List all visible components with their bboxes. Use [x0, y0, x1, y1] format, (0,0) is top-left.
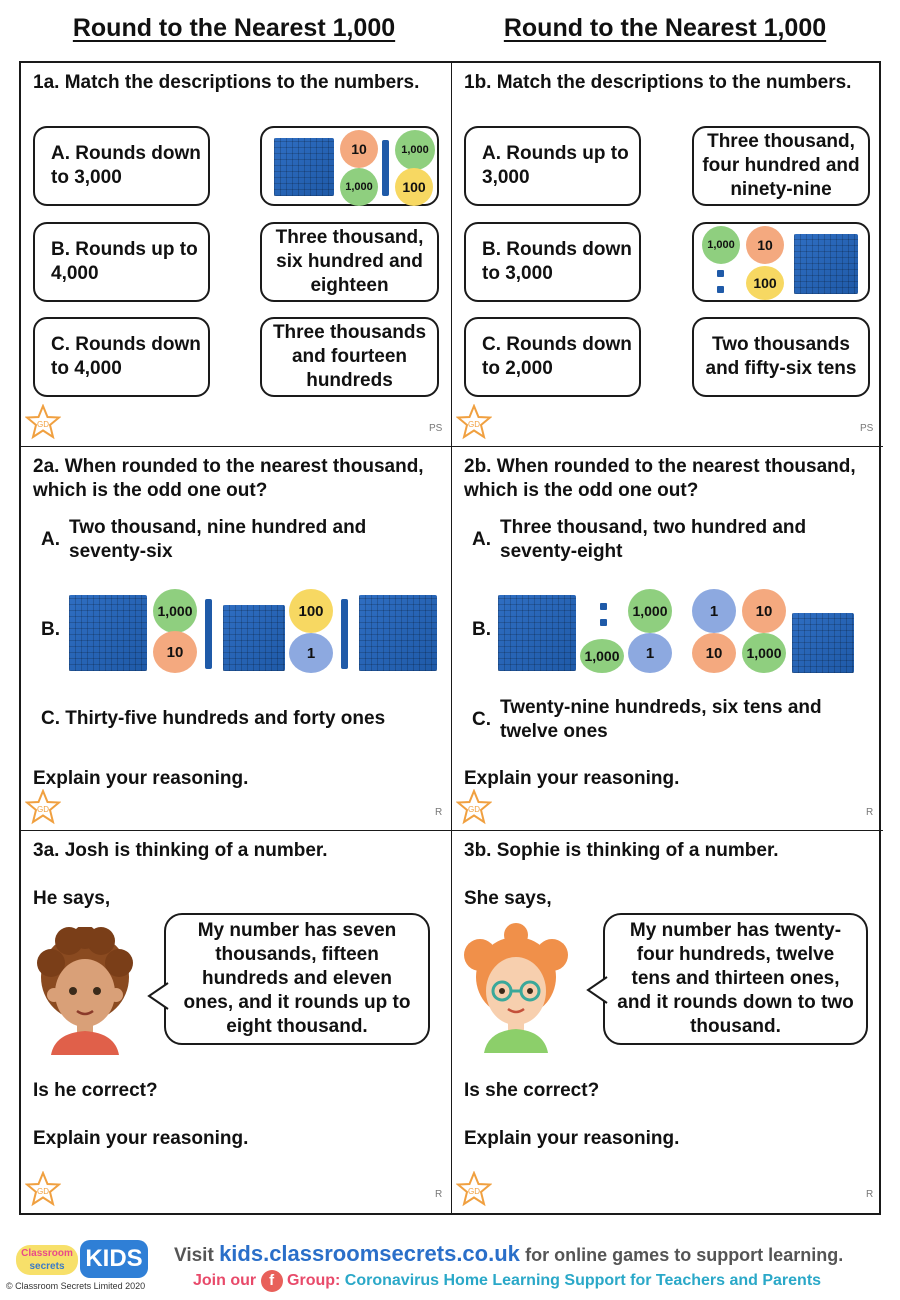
thousand-cube-icon: [359, 595, 437, 671]
match-box-1b-words-1[interactable]: Three thousand, four hundred and ninety-nine: [692, 126, 870, 206]
classroom-secrets-logo: Classroom secrets: [16, 1245, 78, 1275]
svg-text:GD: GD: [37, 420, 49, 429]
facebook-icon[interactable]: f: [261, 1270, 283, 1292]
option-letter-a: A.: [472, 529, 491, 550]
question-3a-prompt: 3a. Josh is thinking of a number.: [33, 840, 328, 861]
match-box-1b-C[interactable]: C. Rounds down to 2,000: [464, 317, 641, 397]
question-2b-prompt: 2b. When rounded to the nearest thousand, which is the odd one out?: [464, 456, 856, 501]
says-label: She says,: [464, 888, 552, 909]
hundred-flat-icon: [223, 605, 285, 671]
place-value-counter-1000: 1,000: [742, 633, 786, 673]
thousand-cube-icon: [274, 138, 334, 196]
question-2a-prompt: 2a. When rounded to the nearest thousand, which is the odd one out?: [33, 456, 424, 501]
kids-logo: KIDS: [80, 1240, 148, 1278]
kids-site-link[interactable]: kids.classroomsecrets.co.uk: [219, 1241, 520, 1266]
skill-code: R: [435, 1189, 443, 1200]
skill-code: PS: [860, 423, 874, 434]
svg-text:GD: GD: [37, 805, 49, 814]
question-1b: [452, 63, 883, 447]
speech-bubble-tail: [586, 975, 608, 1005]
option-letter-b: B.: [472, 619, 491, 640]
star-gd-icon: [25, 789, 61, 825]
place-value-counter-10: 10: [692, 633, 736, 673]
group-text: Group:: [287, 1272, 341, 1289]
place-value-counter-1000: 1,000: [628, 589, 672, 633]
place-value-counter-1: 1: [692, 589, 736, 633]
speech-bubble-tail: [147, 981, 169, 1011]
question-2b: [452, 447, 883, 831]
skill-code: R: [435, 807, 443, 818]
speech-bubble-josh: My number has seven thousands, fifteen hundreds and eleven ones, and it rounds up to eight thousand.: [164, 913, 430, 1045]
says-label: He says,: [33, 888, 111, 909]
one-unit-icon: [717, 270, 724, 277]
star-gd-icon: [456, 404, 492, 440]
question-1a-prompt: 1a. Match the descriptions to the numbers.: [33, 72, 420, 93]
correct-question: Is she correct?: [464, 1080, 600, 1101]
star-gd-icon: [25, 1171, 61, 1207]
svg-text:GD: GD: [468, 1187, 480, 1196]
option-2a-B[interactable]: [69, 587, 441, 673]
ten-rod-icon: [382, 140, 389, 196]
place-value-counter-1000: 1,000: [153, 589, 197, 633]
skill-code: PS: [429, 423, 443, 434]
ten-rod-icon: [341, 599, 348, 669]
star-gd-icon: [456, 789, 492, 825]
match-box-1a-C[interactable]: C. Rounds down to 4,000: [33, 317, 210, 397]
speech-bubble-sophie: My number has twenty-four hundreds, twelve tens and thirteen ones, and it rounds down to two thousand.: [603, 913, 868, 1045]
place-value-counter-100: 100: [289, 589, 333, 633]
question-1b-prompt: 1b. Match the descriptions to the numbers.: [464, 72, 852, 93]
match-box-1b-B[interactable]: B. Rounds down to 3,000: [464, 222, 641, 302]
place-value-counter-1000: 1,000: [395, 130, 435, 170]
thousand-cube-icon: [69, 595, 147, 671]
correct-question: Is he correct?: [33, 1080, 158, 1101]
page-title-right: Round to the Nearest 1,000: [503, 14, 827, 42]
explain-prompt: Explain your reasoning.: [33, 768, 249, 789]
boy-avatar-icon: [29, 927, 141, 1055]
place-value-counter-100: 100: [395, 168, 433, 206]
option-letter-a: A.: [41, 529, 60, 550]
option-2b-C[interactable]: Twenty-nine hundreds, six tens and twelve ones: [500, 697, 822, 742]
match-box-1a-words-2[interactable]: Three thousands and fourteen hundreds: [260, 317, 439, 397]
place-value-counter-10: 10: [340, 130, 378, 168]
thousand-cube-icon: [794, 234, 858, 294]
place-value-counter-100: 100: [746, 266, 784, 300]
one-unit-icon: [600, 603, 607, 610]
explain-prompt: Explain your reasoning.: [33, 1128, 249, 1149]
option-2a-A[interactable]: Two thousand, nine hundred and seventy-six: [69, 517, 367, 562]
option-2a-C[interactable]: C. Thirty-five hundreds and forty ones: [41, 708, 386, 729]
place-value-counter-1000: 1,000: [580, 639, 624, 673]
explain-prompt: Explain your reasoning.: [464, 1128, 680, 1149]
place-value-counter-1: 1: [289, 633, 333, 673]
question-3b: [452, 831, 883, 1215]
option-letter-c: C.: [472, 709, 491, 730]
place-value-counter-10: 10: [746, 226, 784, 264]
star-gd-icon: [25, 404, 61, 440]
question-3b-prompt: 3b. Sophie is thinking of a number.: [464, 840, 779, 861]
skill-code: R: [866, 1189, 874, 1200]
explain-prompt: Explain your reasoning.: [464, 768, 680, 789]
one-unit-icon: [717, 286, 724, 293]
match-box-1b-words-2[interactable]: Two thousands and fifty-six tens: [692, 317, 870, 397]
match-box-1a-B[interactable]: B. Rounds up to 4,000: [33, 222, 210, 302]
page-title-left: Round to the Nearest 1,000: [72, 14, 396, 42]
match-box-1b-base-ten[interactable]: [692, 222, 870, 302]
place-value-counter-10: 10: [153, 631, 197, 673]
option-2b-A[interactable]: Three thousand, two hundred and seventy-eight: [500, 517, 807, 562]
match-box-1a-A[interactable]: A. Rounds down to 3,000: [33, 126, 210, 206]
match-box-1a-base-ten[interactable]: [260, 126, 439, 206]
question-3a: [21, 831, 452, 1215]
question-2a: [21, 447, 452, 831]
svg-text:GD: GD: [468, 805, 480, 814]
place-value-counter-1000: 1,000: [702, 226, 740, 264]
option-2b-B[interactable]: [498, 587, 868, 673]
place-value-counter-1: 1: [628, 633, 672, 673]
star-gd-icon: [456, 1171, 492, 1207]
group-link[interactable]: Coronavirus Home Learning Support for Teachers and Parents: [344, 1272, 822, 1289]
girl-avatar-icon: [460, 921, 572, 1053]
skill-code: R: [866, 807, 874, 818]
svg-text:GD: GD: [468, 420, 480, 429]
visit-rest-text: for online games to support learning.: [525, 1245, 844, 1265]
match-box-1a-words-1[interactable]: Three thousand, six hundred and eighteen: [260, 222, 439, 302]
option-letter-b: B.: [41, 619, 60, 640]
ten-rod-icon: [205, 599, 212, 669]
place-value-counter-10: 10: [742, 589, 786, 633]
match-box-1b-A[interactable]: A. Rounds up to 3,000: [464, 126, 641, 206]
hundred-flat-icon: [792, 613, 854, 673]
join-text: Join our: [193, 1272, 257, 1289]
question-1a: [21, 63, 452, 447]
visit-text: Visit: [174, 1245, 214, 1266]
one-unit-icon: [600, 619, 607, 626]
place-value-counter-1000: 1,000: [340, 168, 378, 206]
worksheet-grid: [19, 61, 881, 1215]
svg-text:GD: GD: [37, 1187, 49, 1196]
thousand-cube-icon: [498, 595, 576, 671]
copyright-text: © Classroom Secrets Limited 2020: [6, 1281, 146, 1291]
